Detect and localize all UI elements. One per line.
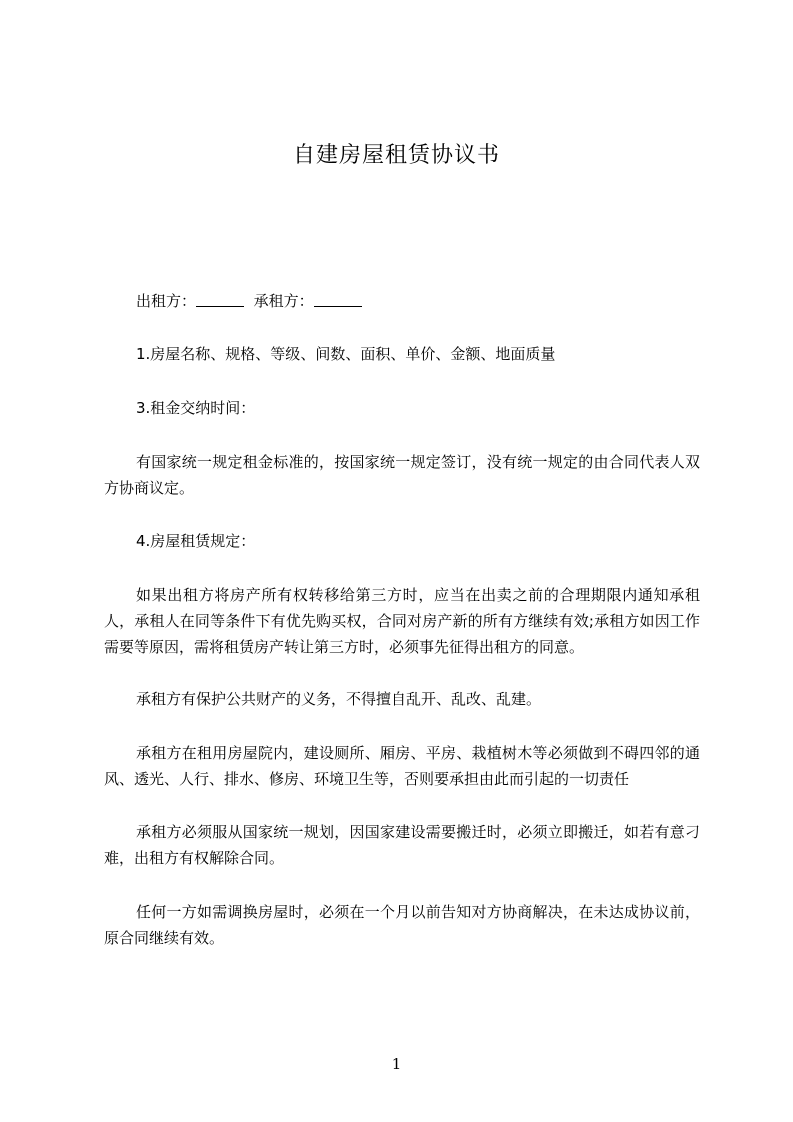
paragraph-item-3: 3.租金交纳时间： <box>136 399 256 417</box>
lessee-blank <box>314 292 362 307</box>
paragraph-item-4: 4.房屋租赁规定： <box>136 532 256 550</box>
lessor-label: 出租方： <box>136 292 197 310</box>
paragraph-relocation: 承租方必须服从国家统一规划，因国家建设需要搬迁时，必须立即搬迁，如若有意刁难，出租方有权解除合同。 <box>104 823 700 867</box>
paragraph-public-property: 承租方有保护公共财产的义务，不得擅自乱开、乱改、乱建。 <box>136 690 542 708</box>
paragraph-ownership-transfer: 如果出租方将房产所有权转移给第三方时，应当在出卖之前的合理期限内通知承租人，承租人在同等条件下有优先购买权，合同对房产新的所有方继续有效;承租方如因工作需要等原因，需将租赁房产转让第三方时，必须事先征得出租方的同意。 <box>104 586 700 656</box>
page-number: 1 <box>391 1055 402 1073</box>
paragraph-item-1: 1.房屋名称、规格、等级、间数、面积、单价、金额、地面质量 <box>136 345 556 363</box>
document-title: 自建房屋租赁协议书 <box>292 143 500 168</box>
paragraph-exchange: 任何一方如需调换房屋时，必须在一个月以前告知对方协商解决，在未达成协议前，原合同继续有效。 <box>104 903 700 947</box>
lessor-blank <box>196 292 244 307</box>
lessee-label: 承租方： <box>253 292 314 310</box>
paragraph-construction: 承租方在租用房屋院内，建设厕所、厢房、平房、栽植树木等必须做到不碍四邻的通风、透光、人行、排水、修房、环境卫生等，否则要承担由此而引起的一切责任 <box>104 744 700 788</box>
parties-line <box>104 288 700 314</box>
paragraph-rent-standard: 有国家统一规定租金标准的，按国家统一规定签订，没有统一规定的由合同代表人双方协商议定。 <box>104 453 700 497</box>
